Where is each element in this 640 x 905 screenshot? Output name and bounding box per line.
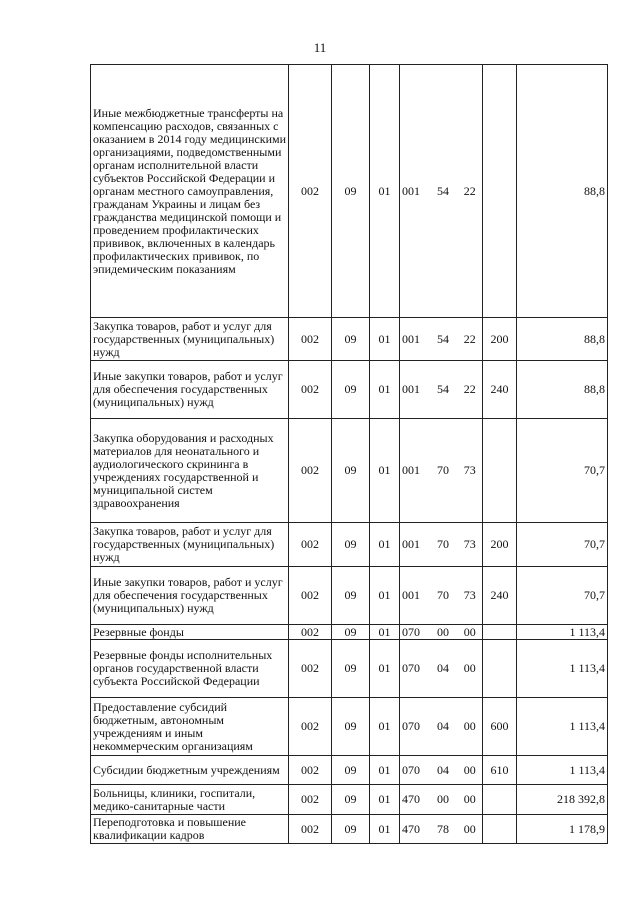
table-row: [91, 65, 608, 318]
table-row: [91, 625, 608, 640]
expense-type-code: 600: [483, 698, 517, 756]
subsection-code: 01: [370, 785, 400, 815]
row-name: Субсидии бюджетным учреждениям: [91, 756, 289, 785]
table-row: [91, 361, 608, 419]
article-code-part-3: 00: [458, 698, 483, 756]
page-number: 11: [313, 40, 327, 55]
table-row: [91, 318, 608, 361]
amount: 1 113,4: [517, 625, 608, 640]
article-code-part-3: 00: [458, 785, 483, 815]
amount: 1 113,4: [517, 640, 608, 698]
section-code: 09: [332, 361, 370, 419]
row-name: Предоставление субсидий бюджетным, автономным учреждениям и иным некоммерческим организациям: [91, 698, 289, 756]
section-code: 09: [332, 756, 370, 785]
table-row: [91, 523, 608, 567]
article-code-part-3: 00: [458, 640, 483, 698]
table-row: [91, 815, 608, 844]
section-code: 09: [332, 523, 370, 567]
table-row: [91, 698, 608, 756]
table-row: [91, 756, 608, 785]
section-code: 09: [332, 625, 370, 640]
expense-type-code: 200: [483, 523, 517, 567]
article-code-part-1: 070: [400, 698, 429, 756]
expense-type-code: [483, 65, 517, 318]
amount: 88,8: [517, 318, 608, 361]
article-code-part-2: 70: [429, 419, 458, 523]
subsection-code: 01: [370, 640, 400, 698]
ministry-code: 002: [289, 698, 332, 756]
row-name: Закупка оборудования и расходных материалов для неонатального и аудиологического скрининга в учреждениях государственной и муниципальной систем здравоохранения: [91, 419, 289, 523]
section-code: 09: [332, 698, 370, 756]
budget-table: [90, 64, 608, 844]
table-row: [91, 785, 608, 815]
article-code-part-3: 00: [458, 625, 483, 640]
table-row: [91, 640, 608, 698]
ministry-code: 002: [289, 523, 332, 567]
section-code: 09: [332, 567, 370, 625]
row-name: Больницы, клиники, госпитали, медико-санитарные части: [91, 785, 289, 815]
expense-type-code: [483, 640, 517, 698]
subsection-code: 01: [370, 318, 400, 361]
ministry-code: 002: [289, 419, 332, 523]
article-code-part-2: 54: [429, 65, 458, 318]
article-code-part-2: 54: [429, 318, 458, 361]
article-code-part-3: 00: [458, 815, 483, 844]
subsection-code: 01: [370, 361, 400, 419]
article-code-part-2: 00: [429, 625, 458, 640]
ministry-code: 002: [289, 785, 332, 815]
article-code-part-2: 00: [429, 785, 458, 815]
article-code-part-2: 54: [429, 361, 458, 419]
section-code: 09: [332, 785, 370, 815]
article-code-part-3: 22: [458, 361, 483, 419]
ministry-code: 002: [289, 756, 332, 785]
article-code-part-3: 22: [458, 318, 483, 361]
section-code: 09: [332, 640, 370, 698]
article-code-part-1: 001: [400, 567, 429, 625]
row-name: Иные межбюджетные трансферты на компенсацию расходов, связанных с оказанием в 2014 году медицинскими организациями, подведомственными органам исполнительной власти субъектов Российской Федерации и органам местного самоуправления, гражданам Украины и лицам без гражданства медицинской помощи и проведением профилактических прививок, включенных в календарь профилактических прививок, по эпидемическим показаниям: [91, 65, 289, 318]
expense-type-code: [483, 625, 517, 640]
article-code-part-3: 22: [458, 65, 483, 318]
row-name: Иные закупки товаров, работ и услуг для обеспечения государственных (муниципальных) нужд: [91, 567, 289, 625]
row-name: Иные закупки товаров, работ и услуг для обеспечения государственных (муниципальных) нужд: [91, 361, 289, 419]
table-body: [91, 65, 608, 844]
subsection-code: 01: [370, 625, 400, 640]
article-code-part-2: 04: [429, 756, 458, 785]
ministry-code: 002: [289, 567, 332, 625]
subsection-code: 01: [370, 815, 400, 844]
expense-type-code: [483, 419, 517, 523]
amount: 70,7: [517, 567, 608, 625]
ministry-code: 002: [289, 361, 332, 419]
table-row: [91, 419, 608, 523]
article-code-part-3: 73: [458, 523, 483, 567]
expense-type-code: 200: [483, 318, 517, 361]
row-name: Резервные фонды: [91, 625, 289, 640]
article-code-part-3: 73: [458, 567, 483, 625]
amount: 70,7: [517, 523, 608, 567]
article-code-part-3: 00: [458, 756, 483, 785]
article-code-part-1: 001: [400, 65, 429, 318]
expense-type-code: 610: [483, 756, 517, 785]
amount: 88,8: [517, 65, 608, 318]
subsection-code: 01: [370, 567, 400, 625]
subsection-code: 01: [370, 756, 400, 785]
article-code-part-2: 78: [429, 815, 458, 844]
expense-type-code: 240: [483, 361, 517, 419]
table-row: [91, 567, 608, 625]
amount: 88,8: [517, 361, 608, 419]
row-name: Резервные фонды исполнительных органов государственной власти субъекта Российской Федерации: [91, 640, 289, 698]
article-code-part-1: 470: [400, 785, 429, 815]
amount: 70,7: [517, 419, 608, 523]
subsection-code: 01: [370, 65, 400, 318]
article-code-part-3: 73: [458, 419, 483, 523]
ministry-code: 002: [289, 65, 332, 318]
expense-type-code: [483, 785, 517, 815]
expense-type-code: [483, 815, 517, 844]
expense-type-code: 240: [483, 567, 517, 625]
article-code-part-1: 070: [400, 640, 429, 698]
ministry-code: 002: [289, 640, 332, 698]
ministry-code: 002: [289, 318, 332, 361]
amount: 1 113,4: [517, 698, 608, 756]
section-code: 09: [332, 419, 370, 523]
subsection-code: 01: [370, 419, 400, 523]
row-name: Переподготовка и повышение квалификации кадров: [91, 815, 289, 844]
article-code-part-2: 04: [429, 640, 458, 698]
article-code-part-2: 70: [429, 523, 458, 567]
article-code-part-1: 001: [400, 523, 429, 567]
amount: 1 178,9: [517, 815, 608, 844]
article-code-part-1: 470: [400, 815, 429, 844]
ministry-code: 002: [289, 625, 332, 640]
section-code: 09: [332, 815, 370, 844]
article-code-part-1: 070: [400, 756, 429, 785]
subsection-code: 01: [370, 698, 400, 756]
section-code: 09: [332, 318, 370, 361]
row-name: Закупка товаров, работ и услуг для государственных (муниципальных) нужд: [91, 523, 289, 567]
amount: 218 392,8: [517, 785, 608, 815]
section-code: 09: [332, 65, 370, 318]
row-name: Закупка товаров, работ и услуг для государственных (муниципальных) нужд: [91, 318, 289, 361]
article-code-part-1: 070: [400, 625, 429, 640]
subsection-code: 01: [370, 523, 400, 567]
article-code-part-1: 001: [400, 361, 429, 419]
ministry-code: 002: [289, 815, 332, 844]
article-code-part-1: 001: [400, 419, 429, 523]
article-code-part-2: 70: [429, 567, 458, 625]
article-code-part-2: 04: [429, 698, 458, 756]
amount: 1 113,4: [517, 756, 608, 785]
article-code-part-1: 001: [400, 318, 429, 361]
